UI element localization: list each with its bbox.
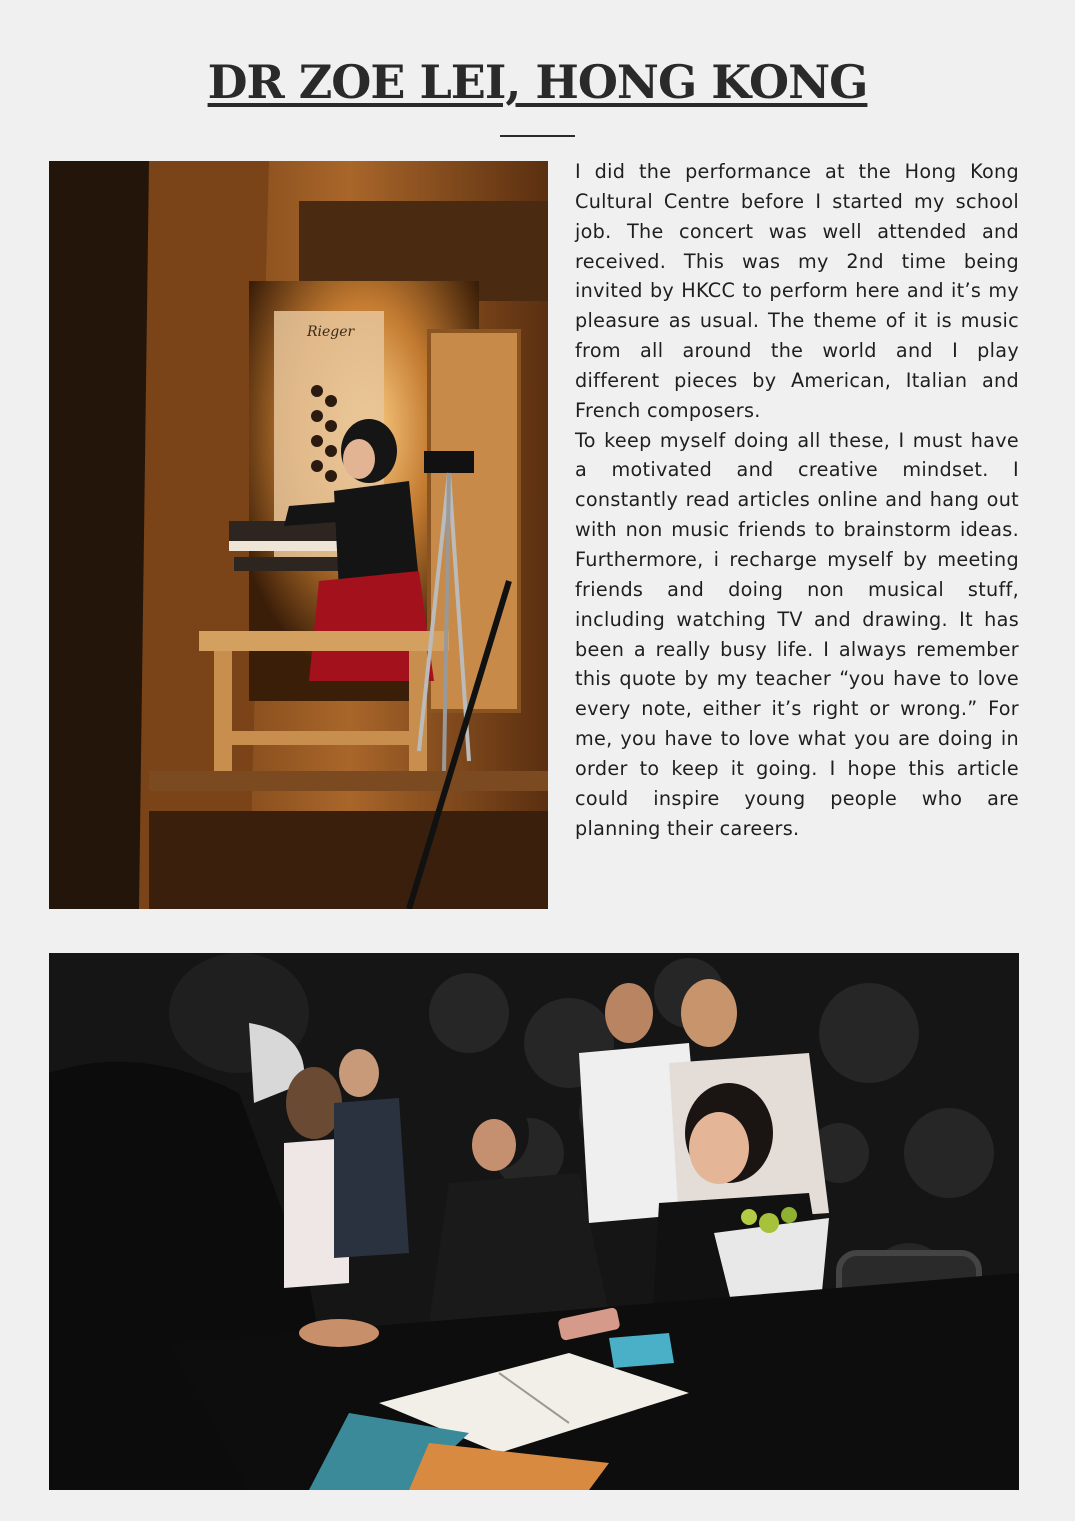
organist-photo [49,161,548,909]
page-title: DR ZOE LEI, HONG KONG [207,55,868,109]
article-paragraph: I did the performance at the Hong Kong Cultural Centre before I started my school job. The concert was well attended and received. This was my 2nd time being invited by HKCC to perform here and it’s my pleasure as usual. The theme of it is music from all around the world and I play different pieces by American, Italian and French composers. [575,160,1019,422]
article-body [575,157,1019,843]
signing-table-photo [49,953,1019,1490]
article-paragraph: To keep myself doing all these, I must have a motivated and creative mindset. I constantly read articles online and hang out with non music friends to brainstorm ideas. Furthermore, i recharge myself by meeting friends and doing non musical stuff, including watching TV and drawing. It has been a really busy life. I always remember this quote by my teacher “you have to love every note, either it’s right or wrong.” For me, you have to love what you are doing in order to keep it going. I hope this article could inspire young people who are planning their careers. [575,428,1019,840]
svg-text:Rieger: Rieger [307,324,355,340]
title-divider [500,135,575,137]
